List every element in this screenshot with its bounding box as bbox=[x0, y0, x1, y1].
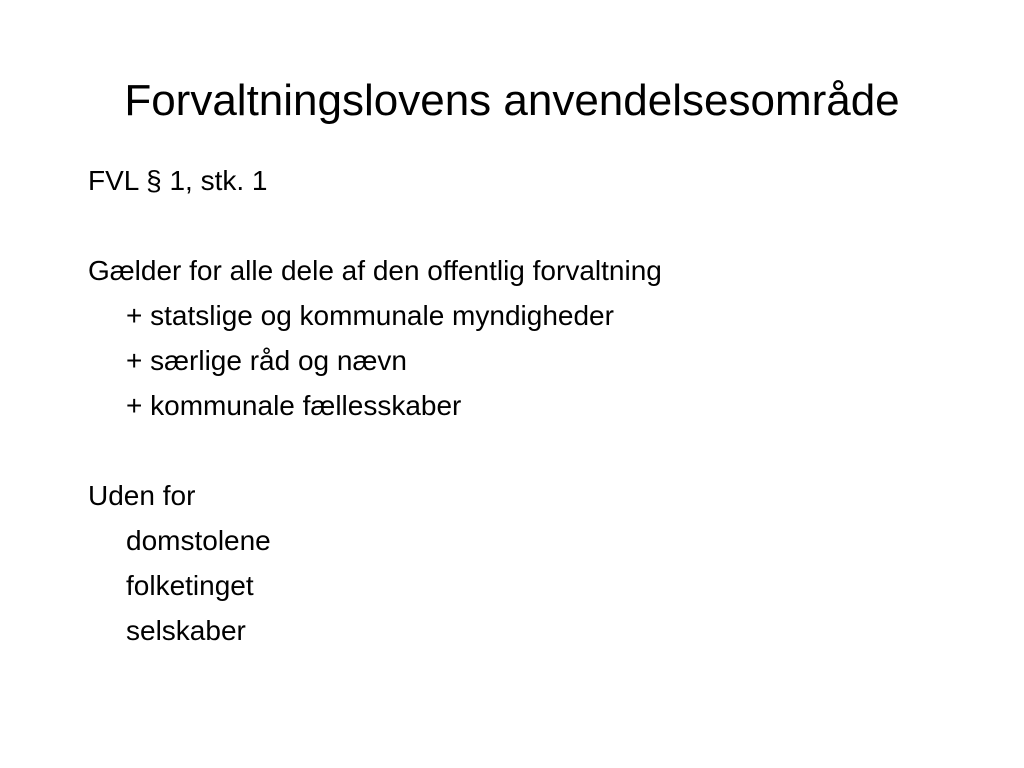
excluded-item: domstolene bbox=[126, 525, 271, 556]
excluded-item: selskaber bbox=[126, 615, 246, 646]
applies-heading: Gælder for alle dele af den offentlig forvaltning bbox=[88, 255, 662, 286]
excluded-item: folketinget bbox=[126, 570, 254, 601]
spacer bbox=[88, 203, 968, 248]
applies-item: + statslige og kommunale myndigheder bbox=[126, 300, 614, 331]
law-reference: FVL § 1, stk. 1 bbox=[88, 165, 268, 196]
applies-item: + kommunale fællesskaber bbox=[126, 390, 462, 421]
slide-title: Forvaltningslovens anvendelsesområde bbox=[124, 76, 900, 125]
excluded-heading: Uden for bbox=[88, 480, 196, 511]
applies-item: + særlige råd og nævn bbox=[126, 345, 407, 376]
spacer bbox=[88, 428, 968, 473]
slide-body bbox=[88, 158, 968, 653]
